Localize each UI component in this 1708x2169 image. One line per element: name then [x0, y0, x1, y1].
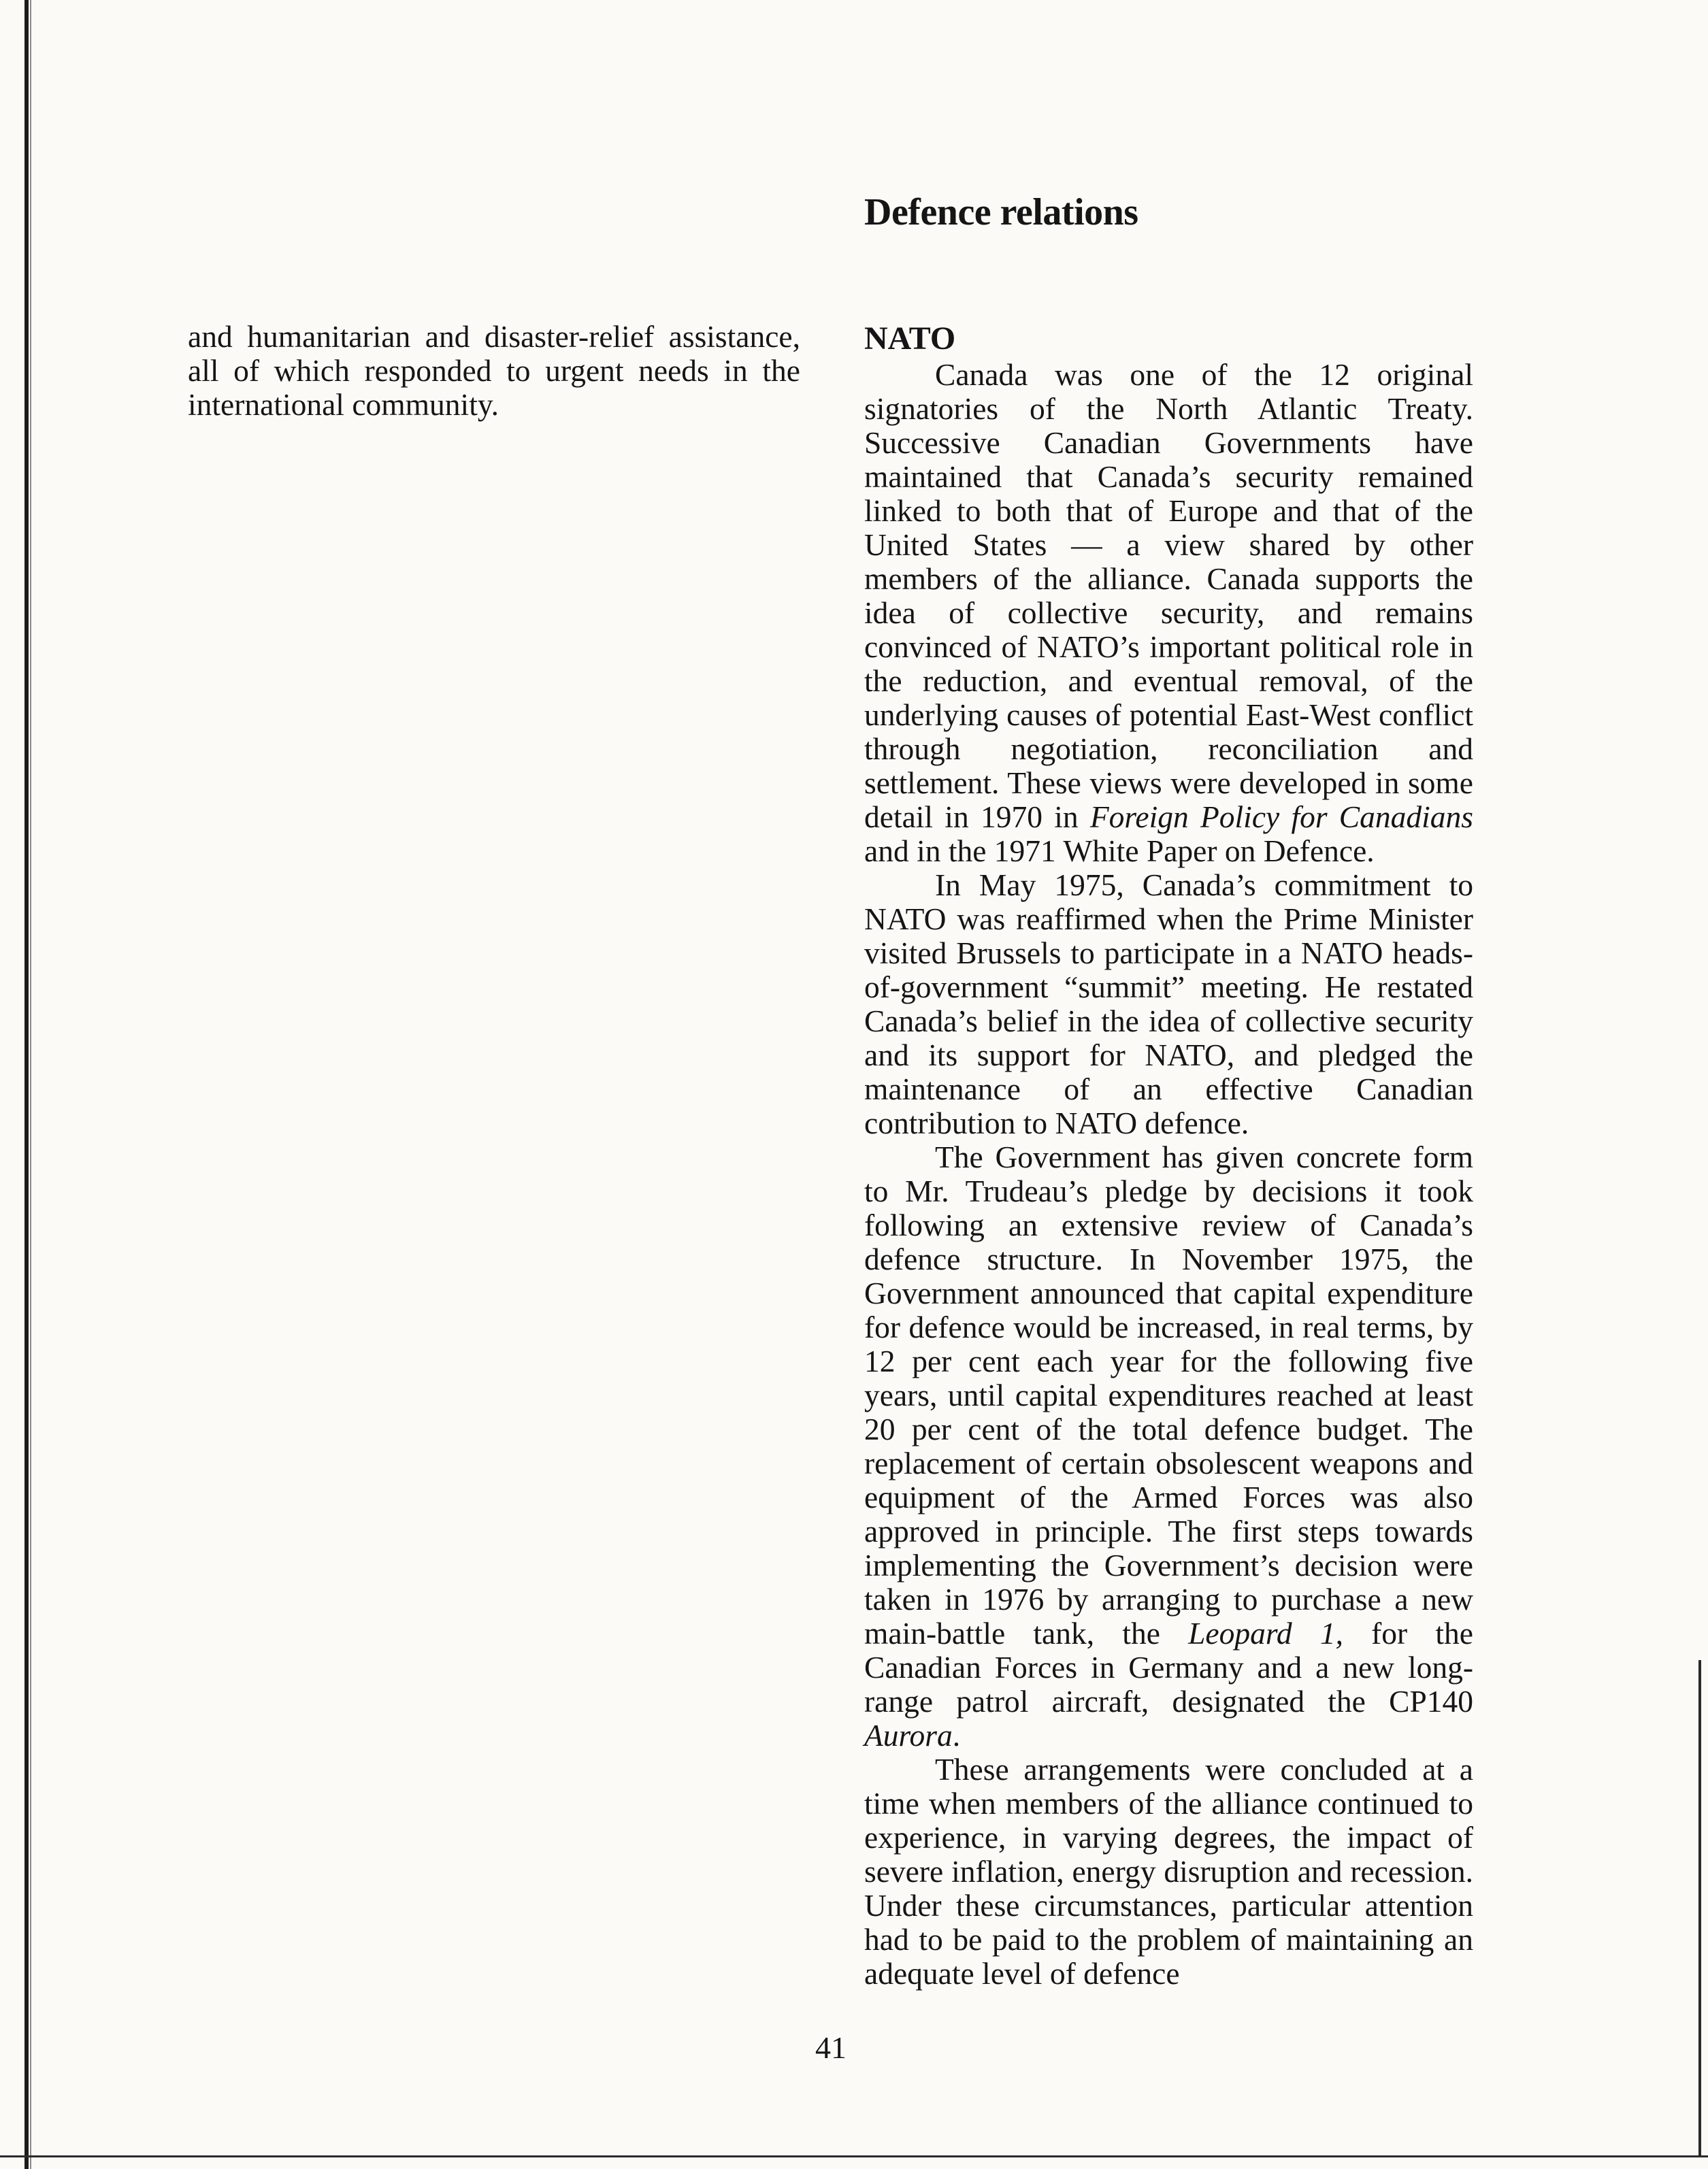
paragraph-1-tail: and in the 1971 White Paper on Defence. — [864, 833, 1375, 868]
paragraph-1-title: Foreign Policy for Canadians — [1089, 799, 1473, 834]
paragraph-3-middle: for the Canadian Forces in Germany and a new long-range patrol aircraft, designated the CP140 — [864, 1616, 1473, 1719]
section-title: Defence relations — [864, 191, 1138, 233]
page-bottom-edge — [0, 2155, 1708, 2157]
paragraph-3-tank-name: Leopard 1, — [1188, 1616, 1343, 1651]
paragraph-3-aircraft-name: Aurora — [864, 1718, 953, 1753]
subheading-nato: NATO — [864, 320, 956, 357]
paragraph-1 — [864, 358, 1473, 868]
paragraph-3-text: The Government has given concrete form to Mr. Trudeau’s pledge by decisions it took following an extensive review of Canada’s defence structure. In November 1975, the Government announced that capital expenditure for defence would be increased, in real terms, by 12 per cent each year for the following five years, until capital expenditures reached at least 20 per cent of the total defence budget. The replacement of certain obsolescent weapons and equipment of the Armed Forces was also approved in principle. The first steps towards implementing the Government’s decision were taken in 1976 by arranging to purchase a new main-battle tank, the — [864, 1140, 1473, 1651]
left-column-paragraph: and humanitarian and disaster-relief assistance, all of which responded to urgent needs in the international community. — [188, 319, 800, 422]
paragraph-3-tail: . — [952, 1718, 961, 1753]
page-right-edge — [1698, 1660, 1701, 2157]
page-binding-edge — [24, 0, 29, 2169]
paragraph-4: These arrangements were concluded at a time when members of the alliance continued to experience, in varying degrees, the impact of severe inflation, energy disruption and recession. Under these circumstances, particular attention had to be paid to the problem of maintaining an adequate level of defence — [864, 1752, 1473, 1991]
left-column — [188, 320, 800, 422]
right-column — [864, 320, 1473, 1991]
paragraph-3 — [864, 1140, 1473, 1753]
paragraph-1-text: Canada was one of the 12 original signatories of the North Atlantic Treaty. Successive Canadian Governments have maintained that Canada’s security remained linked to both that of Europe and that of the United States — a view shared by other members of the alliance. Canada supports the idea of collective security, and remains convinced of NATO’s important political role in the reduction, and eventual removal, of the underlying causes of potential East-West conflict through negotiation, reconciliation and settlement. These views were developed in some detail in 1970 in — [864, 357, 1473, 834]
page-number: 41 — [815, 2030, 847, 2065]
page-binding-shadow — [30, 0, 31, 2169]
paragraph-2: In May 1975, Canada’s commitment to NATO was reaffirmed when the Prime Minister visited Brussels to participate in a NATO heads-of-government “summit” meeting. He restated Canada’s belief in the idea of collective security and its support for NATO, and pledged the maintenance of an effective Canadian contribution to NATO defence. — [864, 867, 1473, 1140]
